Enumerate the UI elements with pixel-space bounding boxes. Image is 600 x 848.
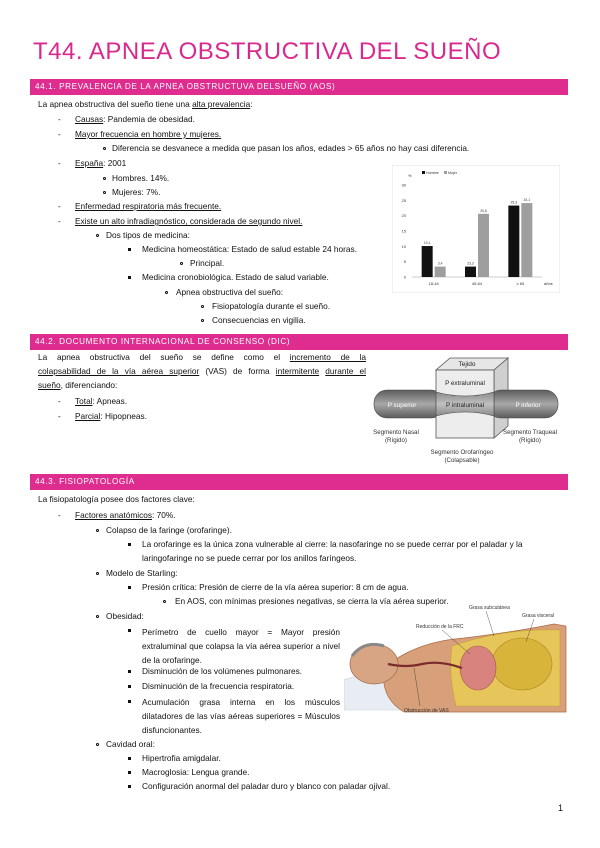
square-bullet xyxy=(128,276,131,279)
circle-bullet xyxy=(201,319,204,322)
square-bullet xyxy=(128,543,131,546)
circle-bullet xyxy=(96,572,99,575)
item-factores: Factores anatómicos: 70%. xyxy=(75,510,176,520)
starling-resistor-diagram xyxy=(366,352,566,467)
square-bullet xyxy=(128,785,131,788)
item-cronobiologica: Medicina cronobiológica. Estado de salud variable. xyxy=(142,272,329,282)
page-number: 1 xyxy=(558,803,564,813)
item-apnea-sueno: Apnea obstructiva del sueño: xyxy=(176,287,284,297)
grasa-subcutanea-label: Grasa subcutánea xyxy=(469,605,510,611)
item-colapso: Colapso de la faringe (orofaringe). xyxy=(106,525,232,535)
bar xyxy=(508,206,519,277)
legend-swatch xyxy=(444,171,447,174)
obesity-anatomy-illustration xyxy=(344,602,570,722)
y-tick-label: 0 xyxy=(403,274,406,280)
circle-bullet xyxy=(96,615,99,618)
item-fisiopatologia-sueno: Fisiopatología durante el sueño. xyxy=(212,301,331,311)
item-diferencia: Diferencia se desvanece a medida que pasan los años, edades > 65 años no hay casi diferencia. xyxy=(112,143,470,153)
item-enfermedad: Enfermedad respiratoria más frecuente. xyxy=(75,201,222,211)
item-espana: España: 2001 xyxy=(75,158,127,168)
square-bullet xyxy=(128,670,131,673)
tejido-label: Tejido xyxy=(458,361,476,368)
item-perimetro: Perímetro de cuello mayor = Mayor presión extraluminal que colapsa la vía aérea superior a nivel de la orofaringe. xyxy=(142,627,340,665)
bar-value-label: 10,1 xyxy=(423,241,431,246)
p-intraluminal-label: P intraluminal xyxy=(445,402,485,409)
bar xyxy=(465,267,476,277)
item-dos-tipos: Dos tipos de medicina: xyxy=(106,230,190,240)
circle-bullet xyxy=(96,529,99,532)
bar-value-label: 3,4 xyxy=(437,261,443,266)
item-configuracion: Configuración anormal del paladar duro y blanco con paladar ojival. xyxy=(142,781,391,791)
section-header-consenso: 44.2. DOCUMENTO INTERNACIONAL DE CONSENSO (DIC) xyxy=(30,334,568,350)
item-cavidad-oral: Cavidad oral: xyxy=(106,739,155,749)
item-en-aos: En AOS, con mínimas presiones negativas, se cierra la vía aérea superior. xyxy=(175,596,449,606)
item-obesidad: Obesidad: xyxy=(106,611,144,621)
dash-bullet: - xyxy=(58,412,61,421)
definition-line-1: La apnea obstructiva del sueño se define como el incremento de la xyxy=(38,352,366,362)
seg-nasal-label: Segmento Nasal xyxy=(373,429,419,436)
item-causas: Causas: Pandemia de obesidad. xyxy=(75,114,195,124)
item-disminucion-volumenes: Disminución de los volúmenes pulmonares. xyxy=(142,666,303,676)
legend-label: Mujer xyxy=(448,170,457,175)
seg-oro-label: Segmento Orofaríngeo xyxy=(430,449,494,456)
dash-bullet: - xyxy=(58,202,61,211)
item-starling: Modelo de Starling: xyxy=(106,568,178,578)
item-infradiagnostico: Existe un alto infradiagnóstico, considerada de segundo nivel. xyxy=(75,216,303,226)
square-bullet xyxy=(128,248,131,251)
bar-value-label: 23,3 xyxy=(467,261,474,266)
circle-bullet xyxy=(165,291,168,294)
legend-swatch xyxy=(422,171,425,174)
item-homeostatica: Medicina homeostática: Estado de salud estable 24 horas. xyxy=(142,244,357,254)
circle-bullet xyxy=(96,234,99,237)
circle-bullet xyxy=(96,743,99,746)
definition-line-3: sueño, diferenciando: xyxy=(38,380,118,390)
y-axis-label: % xyxy=(408,173,412,178)
prevalence-bar-chart xyxy=(392,165,560,293)
bar-value-label: 24,1 xyxy=(523,198,531,203)
x-tick-label: 18-44 xyxy=(428,281,439,286)
y-tick-label: 10 xyxy=(401,243,406,249)
seg-traqueal-sub: (Rígido) xyxy=(518,437,542,444)
section-header-prevalencia: 44.1. PREVALENCIA DE LA APNEA OBSTRUCTUVA DELSUEÑO (AOS) xyxy=(30,79,568,95)
bar xyxy=(521,203,532,277)
definition-line-2: colapsabilidad de la vía aérea superior (VAS) de forma intermitente durante el xyxy=(38,366,367,376)
square-bullet xyxy=(128,757,131,760)
visceral-fat xyxy=(492,638,552,690)
item-parcial: Parcial: Hipopneas. xyxy=(75,411,147,421)
item-acumulacion: Acumulación grasa interna en los músculos dilatadores de las vías aéreas superiores = Músculos disfuncionantes. xyxy=(142,697,340,735)
dash-bullet: - xyxy=(58,397,61,406)
p-extraluminal-label: P extraluminal xyxy=(445,380,485,387)
bar xyxy=(422,246,433,277)
item-principal: Principal. xyxy=(190,258,225,268)
seg-oro-sub: (Colapsable) xyxy=(444,457,480,464)
dash-bullet: - xyxy=(58,217,61,226)
intro-prevalencia: La apnea obstructiva del sueño tiene una alta prevalencia: xyxy=(38,99,253,109)
p-superior-label: P superior xyxy=(387,402,417,409)
item-mayor-frecuencia: Mayor frecuencia en hombre y mujeres. xyxy=(75,129,222,139)
circle-bullet xyxy=(103,177,106,180)
obstruccion-vas-label: Obstrucción de VAS xyxy=(404,708,449,714)
y-tick-label: 30 xyxy=(401,182,406,188)
item-consecuencias: Consecuencias en vigilia. xyxy=(212,315,306,325)
seg-traqueal-label: Segmento Traqueal xyxy=(502,429,558,436)
item-presion: Presión crítica: Presión de cierre de la vía aérea superior: 8 cm de agua. xyxy=(142,582,409,592)
square-bullet xyxy=(128,586,131,589)
section-header-fisiopatologia: 44.3. FISIOPATOLOGÍA xyxy=(30,474,568,490)
y-tick-label: 25 xyxy=(401,197,406,203)
item-hipertrofia: Hipertrofia amigdalar. xyxy=(142,753,221,763)
x-tick-label: ≥ 65 xyxy=(516,281,525,286)
dash-bullet: - xyxy=(58,115,61,124)
item-orofaringe-l2: laringofaringe no se puede cerrar por los anillos faríngeos. xyxy=(142,553,357,563)
y-tick-label: 15 xyxy=(401,228,406,234)
legend-label: Hombre xyxy=(426,170,439,175)
item-total: Total: Apneas. xyxy=(75,396,128,406)
square-bullet xyxy=(128,771,131,774)
y-tick-label: 5 xyxy=(403,259,406,265)
x-tick-label: 45-64 xyxy=(471,281,483,286)
dash-bullet: - xyxy=(58,511,61,520)
item-orofaringe-l1: La orofaringe es la única zona vulnerable al cierre: la nasofaringe no se puede cerrar por el paladar y la xyxy=(142,539,523,549)
circle-bullet xyxy=(103,147,106,150)
dash-bullet: - xyxy=(58,130,61,139)
square-bullet xyxy=(128,700,131,703)
circle-bullet xyxy=(180,262,183,265)
x-unit-label: años xyxy=(544,281,553,286)
item-macroglosia: Macroglosia: Lengua grande. xyxy=(142,767,250,777)
circle-bullet xyxy=(163,600,166,603)
square-bullet xyxy=(128,685,131,688)
reduccion-frc-label: Reducción de la FRC xyxy=(416,624,464,630)
item-disminucion-frecuencia: Disminución de la frecuencia respiratoria. xyxy=(142,681,295,691)
dash-bullet: - xyxy=(58,159,61,168)
page-title: T44. APNEA OBSTRUCTIVA DEL SUEÑO xyxy=(33,38,502,65)
intro-fisiopatologia: La fisiopatología posee dos factores clave: xyxy=(38,494,195,504)
bar-value-label: 25,3 xyxy=(510,200,518,205)
bar-value-label: 20,6 xyxy=(480,208,487,213)
circle-bullet xyxy=(103,191,106,194)
p-inferior-label: P inferior xyxy=(515,402,541,409)
grasa-visceral-label: Grasa visceral xyxy=(522,613,554,619)
bar xyxy=(478,214,489,277)
seg-nasal-sub: (Rígido) xyxy=(384,437,408,444)
lungs-shape xyxy=(460,646,496,690)
bar xyxy=(435,267,446,277)
square-bullet xyxy=(128,629,131,632)
y-tick-label: 20 xyxy=(401,213,406,219)
item-hombres: Hombres. 14%. xyxy=(112,173,170,183)
circle-bullet xyxy=(201,305,204,308)
item-mujeres: Mujeres: 7%. xyxy=(112,187,161,197)
